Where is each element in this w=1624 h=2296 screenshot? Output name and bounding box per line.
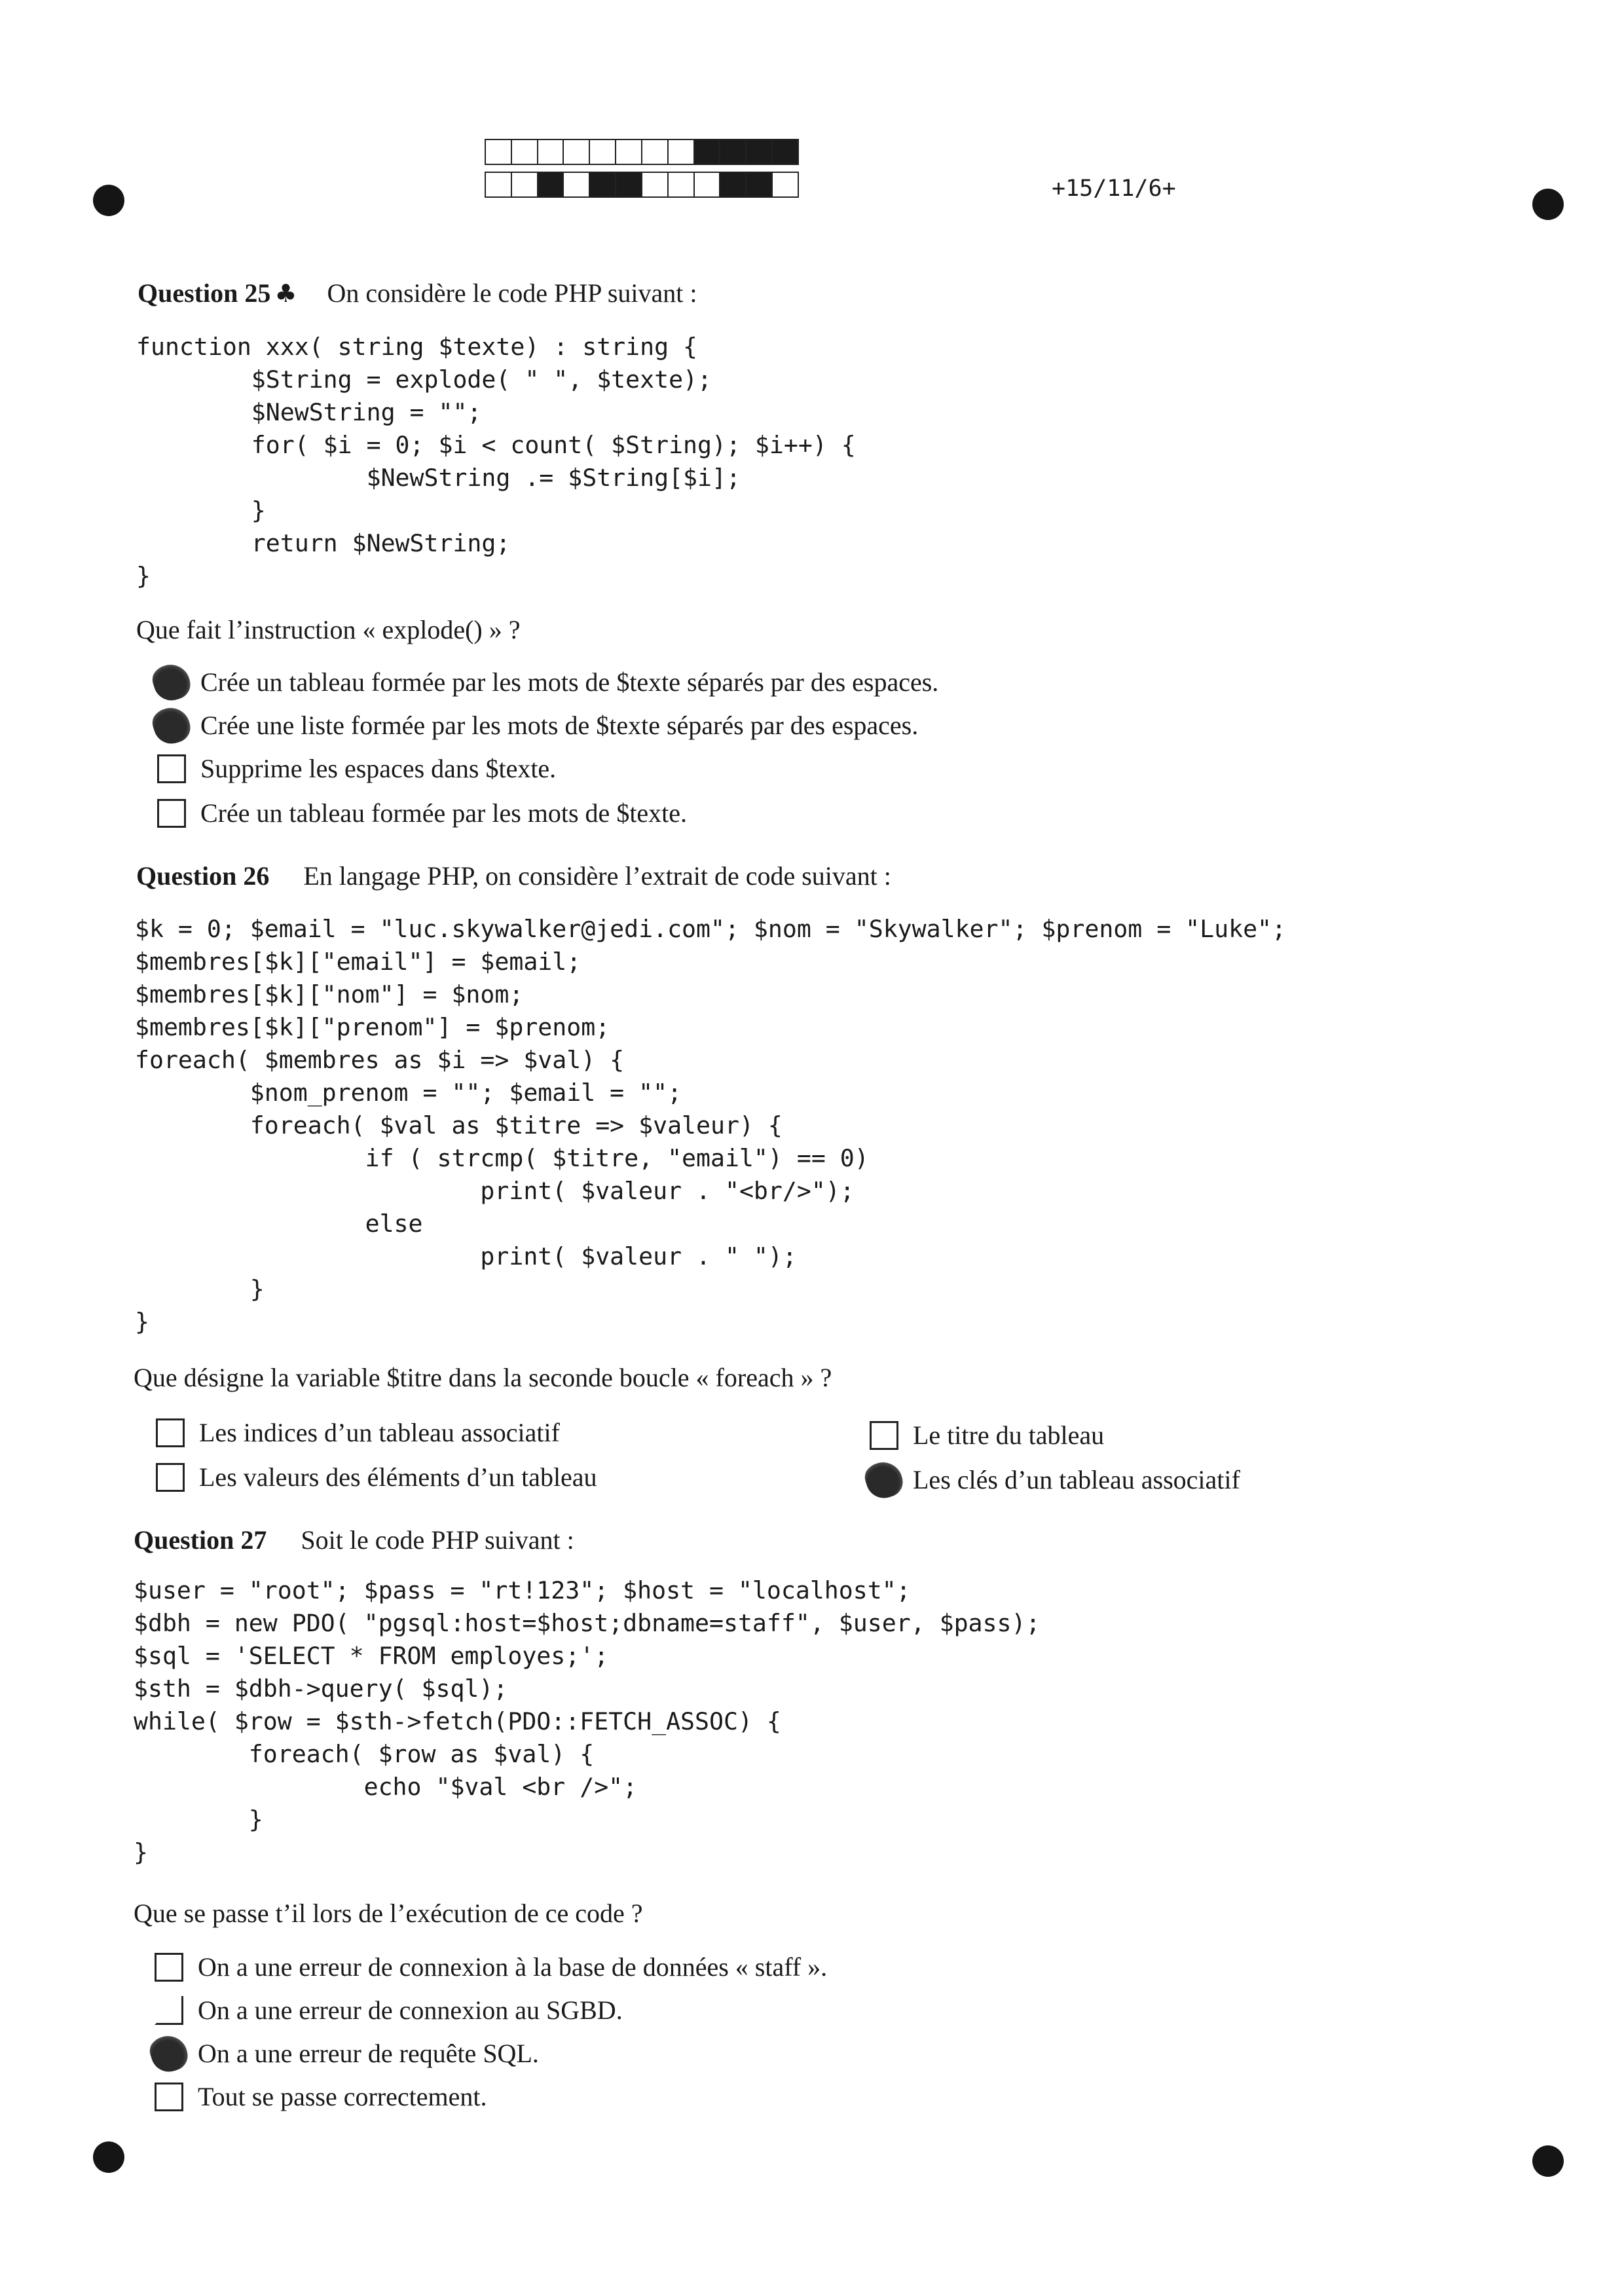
answer-text: On a une erreur de connexion à la base de données « staff ». <box>198 1952 828 1982</box>
answer-checkbox[interactable] <box>155 1996 183 2025</box>
barcode-cell <box>773 173 798 196</box>
corner-mark-top-left <box>93 185 124 216</box>
club-icon: ♣ <box>274 279 297 308</box>
answer-text: Crée une liste formée par les mots de $texte séparés par des espaces. <box>200 711 919 740</box>
question-intro: On considère le code PHP suivant : <box>327 278 697 308</box>
answer-text: On a une erreur de requête SQL. <box>198 2039 539 2068</box>
answer-checkbox[interactable] <box>149 703 194 748</box>
question-label: Question 26 <box>136 861 270 891</box>
barcode-cell <box>564 173 590 196</box>
question-prompt-q26: Que désigne la variable $titre dans la seconde boucle « foreach » ? <box>134 1363 832 1392</box>
answer-checkbox[interactable] <box>157 799 186 828</box>
barcode-cell <box>616 140 642 164</box>
barcode-cell <box>720 173 747 196</box>
barcode-cell <box>616 173 642 196</box>
answer-checkbox[interactable] <box>156 1418 185 1447</box>
answer-option-q26-c[interactable] <box>870 1420 1104 1451</box>
barcode-cell <box>747 140 773 164</box>
answer-checkbox[interactable] <box>870 1421 898 1450</box>
answer-checkbox[interactable] <box>155 2083 183 2111</box>
page-barcode-top <box>485 139 799 165</box>
answer-checkbox[interactable] <box>149 659 194 705</box>
answer-option-q27-a[interactable] <box>155 1952 827 1982</box>
answer-text: Crée un tableau formée par les mots de $texte. <box>200 798 688 828</box>
barcode-cell <box>642 173 669 196</box>
answer-checkbox[interactable] <box>157 754 186 783</box>
answer-text: Les clés d’un tableau associatif <box>913 1465 1240 1494</box>
code-block-q26: $k = 0; $email = "luc.skywalker@jedi.com"; $nom = "Skywalker"; $prenom = "Luke"; $membres[$k]["email"] = $email; $membres[$k]["nom"] = $nom; $membres[$k]["prenom"] = $prenom; foreach( $membres as $i => $val) { $nom_prenom = ""; $email = ""; foreach( $val as $titre => $valeur) { if ( strcmp( $titre, "email") == 0) print( $valeur . "<br/>"); else print( $valeur . " "); } } <box>135 915 1286 1336</box>
answer-text: Les valeurs des éléments d’un tableau <box>199 1462 597 1492</box>
answer-option-q26-a[interactable] <box>156 1417 560 1448</box>
question-27-header <box>134 1525 574 1555</box>
barcode-cell <box>669 173 695 196</box>
question-intro: Soit le code PHP suivant : <box>301 1525 574 1555</box>
code-block-q25: function xxx( string $texte) : string { $String = explode( " ", $texte); $NewString = ""; for( $i = 0; $i < count( $String); $i++) { $NewString .= $String[$i]; } return $NewString; } <box>136 333 856 590</box>
answer-text: Tout se passe correctement. <box>198 2082 487 2111</box>
barcode-cell <box>747 173 773 196</box>
answer-checkbox[interactable] <box>146 2031 191 2076</box>
answer-option-q27-d[interactable] <box>155 2081 487 2112</box>
barcode-cell <box>512 173 538 196</box>
answer-text: Le titre du tableau <box>913 1420 1105 1450</box>
answer-checkbox[interactable] <box>861 1457 906 1502</box>
answer-option-q26-d[interactable] <box>870 1464 1240 1495</box>
answer-text: Les indices d’un tableau associatif <box>199 1418 560 1447</box>
page-id: +15/11/6+ <box>1052 176 1176 202</box>
barcode-cell <box>590 140 616 164</box>
answer-option-q25-a[interactable] <box>157 667 938 697</box>
barcode-cell <box>773 140 798 164</box>
answer-option-q26-b[interactable] <box>156 1462 597 1492</box>
answer-checkbox[interactable] <box>155 1953 183 1982</box>
barcode-cell <box>538 173 564 196</box>
answer-option-q27-b[interactable] <box>155 1995 623 2026</box>
answer-text: On a une erreur de connexion au SGBD. <box>198 1995 623 2025</box>
barcode-cell <box>486 173 512 196</box>
answer-option-q25-b[interactable] <box>157 710 918 741</box>
question-25-header <box>138 278 697 308</box>
code-block-q27: $user = "root"; $pass = "rt!123"; $host = "localhost"; $dbh = new PDO( "pgsql:host=$host;dbname=staff", $user, $pass); $sql = 'SELECT * FROM employes;'; $sth = $dbh->query( $sql); while( $row = $sth->fetch(PDO::FETCH_ASSOC) { foreach( $row as $val) { echo "$val <br />"; } } <box>134 1576 1041 1866</box>
corner-mark-bottom-right <box>1532 2145 1564 2177</box>
barcode-cell <box>564 140 590 164</box>
barcode-cell <box>642 140 669 164</box>
barcode-cell <box>720 140 747 164</box>
question-prompt-q25: Que fait l’instruction « explode() » ? <box>136 615 521 644</box>
barcode-cell <box>486 140 512 164</box>
answer-option-q25-d[interactable] <box>157 798 687 828</box>
answer-text: Crée un tableau formée par les mots de $texte séparés par des espaces. <box>200 667 939 697</box>
question-26-header <box>136 861 891 891</box>
answer-text: Supprime les espaces dans $texte. <box>200 754 557 783</box>
question-intro: En langage PHP, on considère l’extrait de code suivant : <box>303 861 891 891</box>
barcode-cell <box>695 140 721 164</box>
barcode-cell <box>695 173 721 196</box>
answer-option-q27-c[interactable] <box>155 2038 539 2069</box>
barcode-cell <box>590 173 616 196</box>
corner-mark-top-right <box>1532 189 1564 220</box>
question-label: Question 25 <box>138 278 271 308</box>
question-label: Question 27 <box>134 1525 267 1555</box>
barcode-cell <box>538 140 564 164</box>
answer-checkbox[interactable] <box>156 1463 185 1492</box>
barcode-cell <box>512 140 538 164</box>
page-barcode-bottom <box>485 172 799 198</box>
answer-option-q25-c[interactable] <box>157 753 556 784</box>
corner-mark-bottom-left <box>93 2141 124 2173</box>
question-prompt-q27: Que se passe t’il lors de l’exécution de ce code ? <box>134 1898 643 1928</box>
barcode-cell <box>669 140 695 164</box>
